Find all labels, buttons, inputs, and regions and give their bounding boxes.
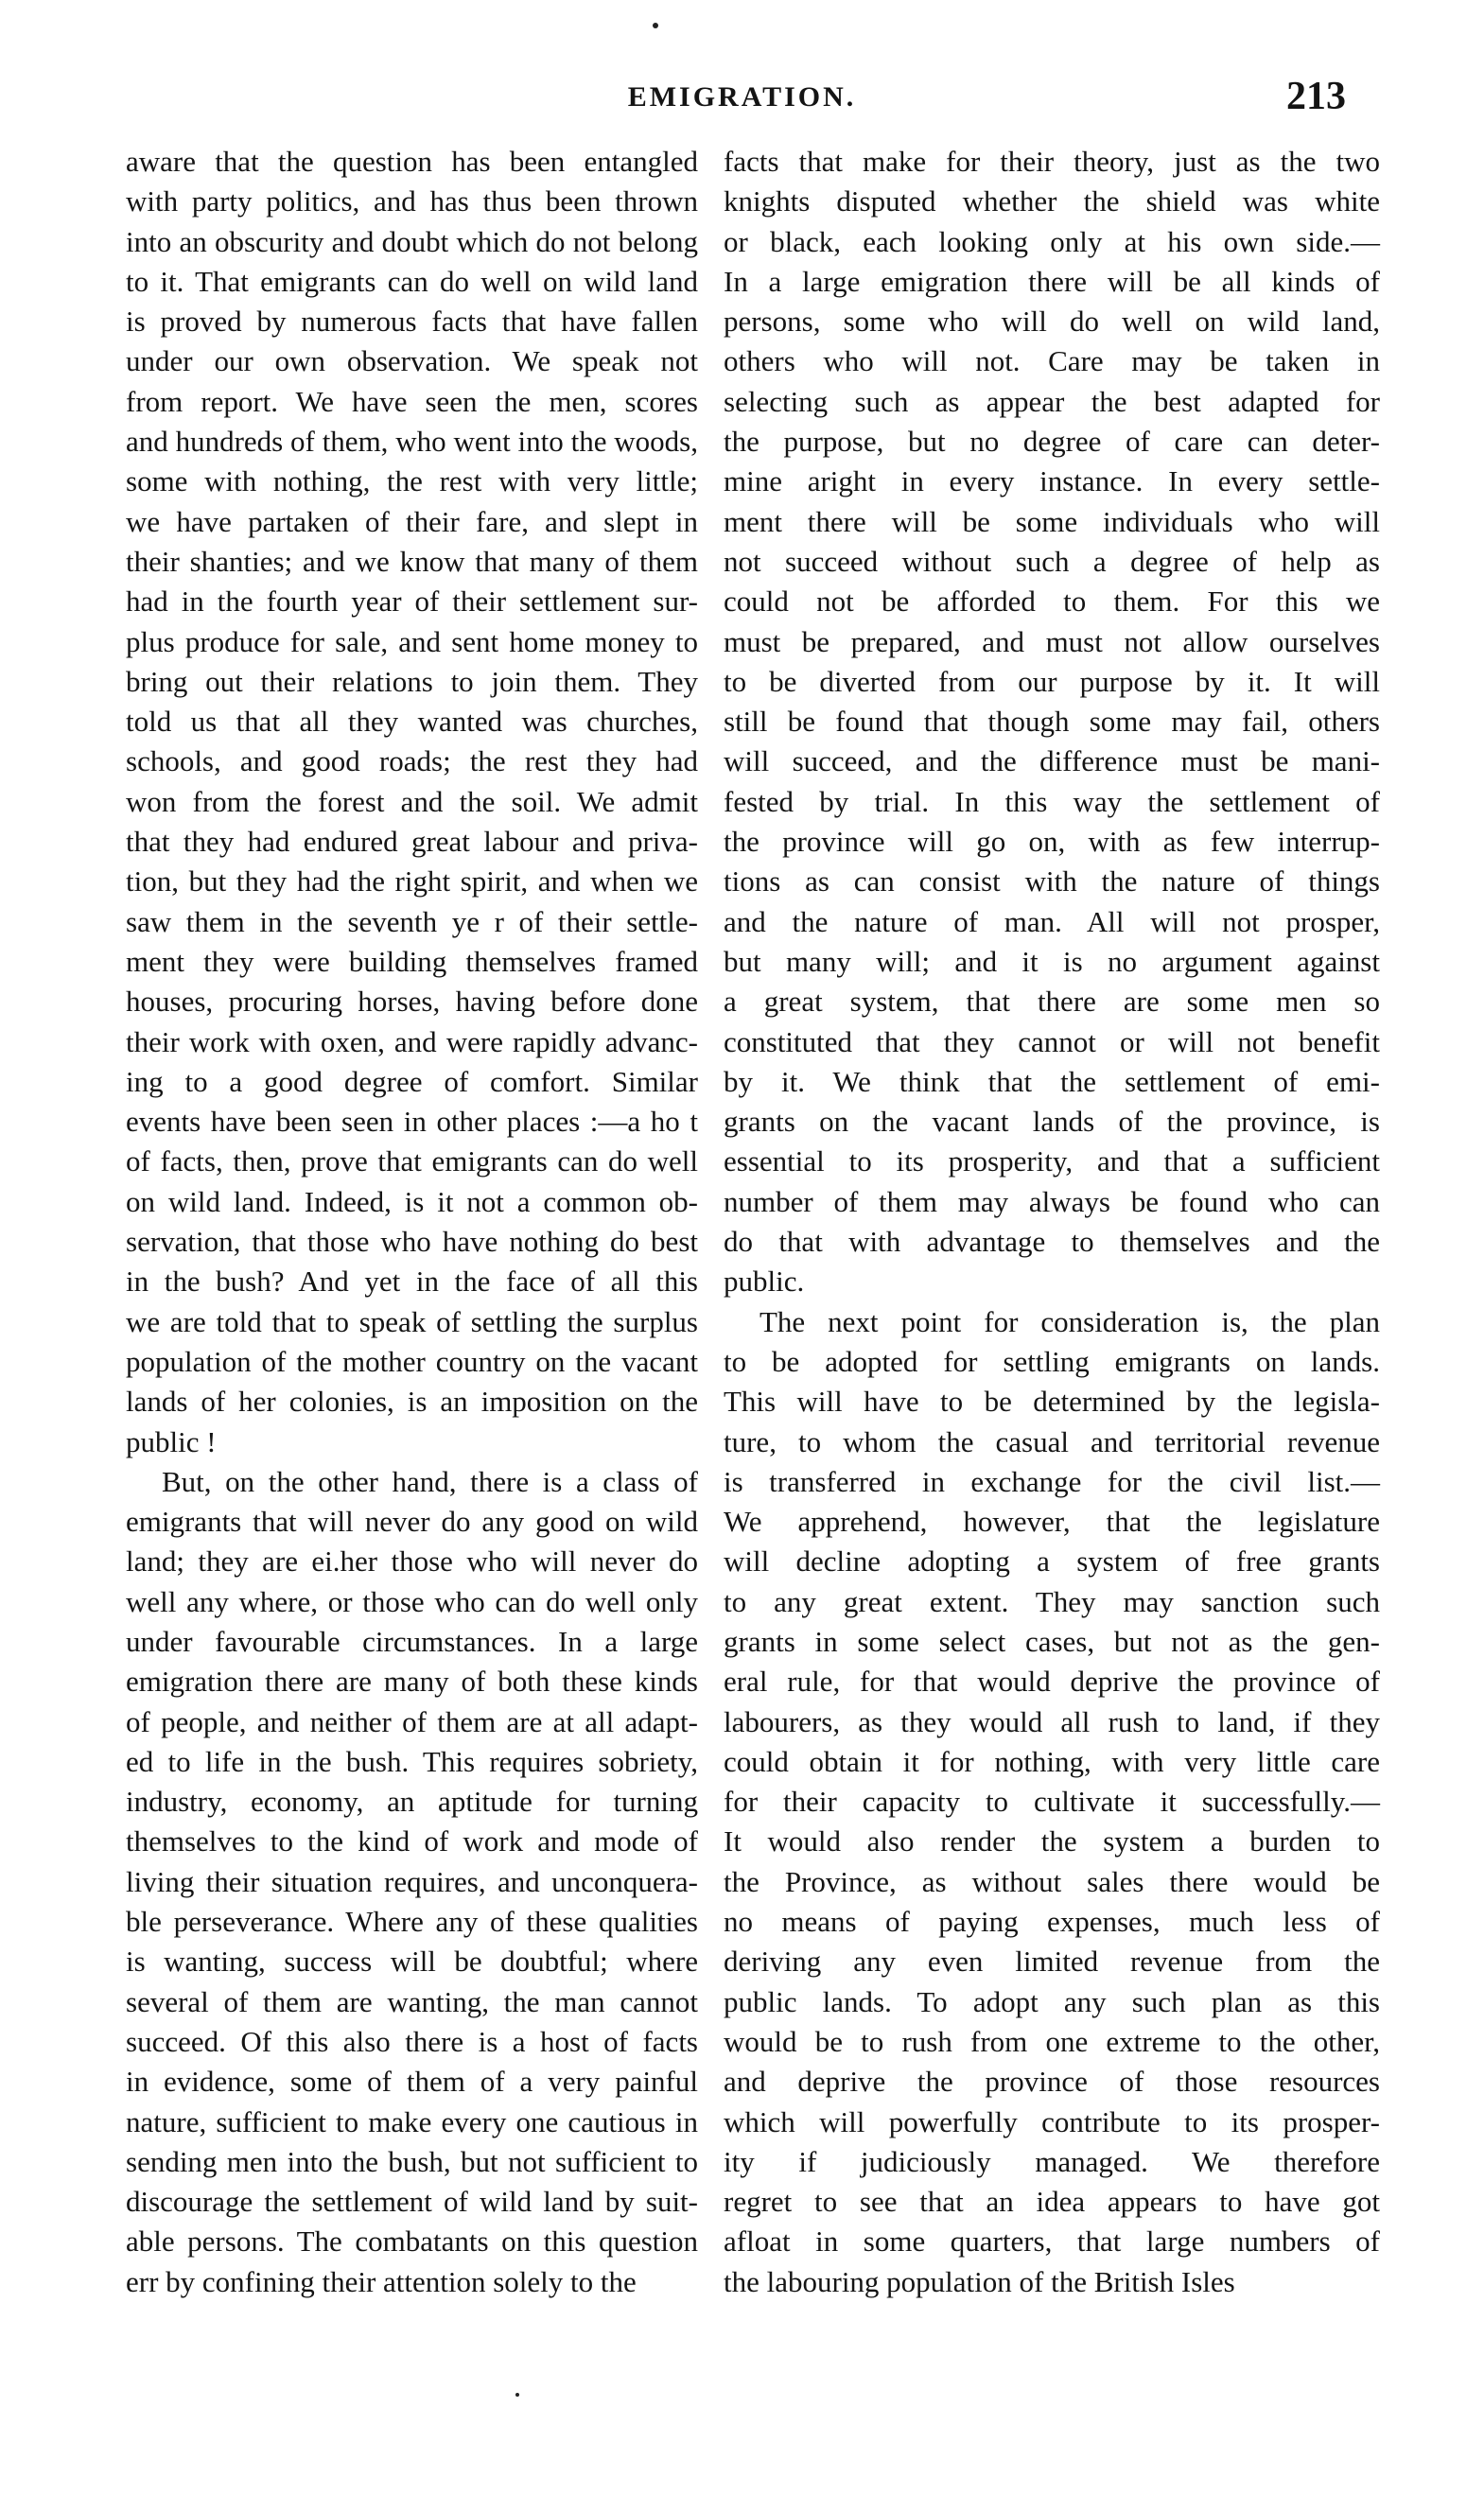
text-line: not succeed without such a degree of help as	[724, 544, 1380, 578]
text-line: ing to a good degree of comfort. Similar	[126, 1064, 698, 1098]
right-text-column	[724, 142, 1380, 2302]
text-line: ity if judiciously managed. We therefore	[724, 2144, 1380, 2178]
text-line: on wild land. Indeed, is it not a common ob-	[126, 1184, 698, 1218]
text-line: the Province, as without sales there would be	[724, 1864, 1380, 1898]
text-line: err by confining their attention solely to the	[126, 2264, 637, 2298]
text-line: told us that all they wanted was churches,	[126, 705, 698, 739]
text-line: won from the forest and the soil. We admit	[126, 784, 698, 818]
text-line: is transferred in exchange for the civil list.—	[724, 1464, 1380, 1498]
text-line: is proved by numerous facts that have fallen	[126, 305, 698, 339]
ink-speck-top	[653, 23, 658, 28]
text-line: sending men into the bush, but not sufficient to	[126, 2144, 698, 2178]
text-line: But, on the other hand, there is a class of	[162, 1464, 698, 1498]
text-line: bring out their relations to join them. They	[126, 664, 698, 698]
text-line: to any great extent. They may sanction such	[724, 1584, 1380, 1618]
text-line: and deprive the province of those resources	[724, 2065, 1380, 2099]
text-line: grants on the vacant lands of the province, is	[724, 1105, 1380, 1139]
text-line: This will have to be determined by the legisla-	[724, 1385, 1380, 1419]
left-text-column	[126, 142, 698, 2302]
text-line: must be prepared, and must not allow ourselves	[724, 624, 1380, 658]
text-line: ment there will be some individuals who will	[724, 504, 1380, 538]
text-line: public lands. To adopt any such plan as this	[724, 1984, 1380, 2018]
text-line: eral rule, for that would deprive the province of	[724, 1665, 1380, 1699]
text-line: several of them are wanting, the man cannot	[126, 1984, 698, 2018]
text-line: aware that the question has been entangled	[126, 145, 698, 178]
text-line: their work with oxen, and were rapidly advanc-	[126, 1024, 698, 1058]
text-line: themselves to the kind of work and mode of	[126, 1824, 698, 1858]
text-line: discourage the settlement of wild land by suit-	[126, 2185, 698, 2219]
text-line: In a large emigration there will be all kinds of	[724, 264, 1380, 298]
text-line: facts that make for their theory, just as the two	[724, 145, 1380, 178]
text-line: will succeed, and the difference must be mani-	[724, 744, 1380, 778]
text-line: with party politics, and has thus been thrown	[126, 184, 698, 218]
text-line: public.	[724, 1265, 805, 1299]
text-line: ture, to whom the casual and territorial revenue	[724, 1424, 1380, 1458]
text-line: well any where, or those who can do well only	[126, 1584, 698, 1618]
text-line: no means of paying expenses, much less of	[724, 1905, 1380, 1939]
text-line: of people, and neither of them are at all adapt-	[126, 1704, 698, 1738]
text-line: could not be afforded to them. For this we	[724, 584, 1380, 619]
ink-speck-bottom	[515, 2393, 519, 2397]
text-line: which will powerfully contribute to its prosper-	[724, 2104, 1380, 2138]
text-line: under our own observation. We speak not	[126, 344, 698, 378]
text-line: events have been seen in other places :—a ho t	[126, 1105, 698, 1139]
text-line: afloat in some quarters, that large numbers of	[724, 2225, 1380, 2259]
text-line: mine aright in every instance. In every settle-	[724, 464, 1380, 498]
text-line: or black, each looking only at his own side.—	[724, 224, 1380, 258]
text-line: that they had endured great labour and priva-	[126, 825, 698, 859]
text-line: regret to see that an idea appears to have got	[724, 2185, 1380, 2219]
text-line: had in the fourth year of their settlement sur-	[126, 584, 698, 619]
text-line: the province will go on, with as few interrup-	[724, 825, 1380, 859]
text-line: nature, sufficient to make every one cautious in	[126, 2104, 698, 2138]
text-line: ble perseverance. Where any of these qualities	[126, 1905, 698, 1939]
text-line: population of the mother country on the vacant	[126, 1344, 698, 1378]
text-line: the purpose, but no degree of care can deter-	[724, 425, 1380, 459]
text-line: ment they were building themselves framed	[126, 944, 698, 978]
text-line: but many will; and it is no argument against	[724, 944, 1380, 978]
text-line: public !	[126, 1424, 217, 1458]
text-line: tions as can consist with the nature of things	[724, 864, 1380, 899]
text-line: It would also render the system a burden to	[724, 1824, 1380, 1858]
text-line: to be adopted for settling emigrants on lands.	[724, 1344, 1380, 1378]
text-line: for their capacity to cultivate it successfully.—	[724, 1785, 1380, 1819]
text-line: servation, that those who have nothing do best	[126, 1225, 698, 1259]
text-line: by it. We think that the settlement of emi-	[724, 1064, 1380, 1098]
page-number: 213	[1286, 75, 1346, 118]
text-line: industry, economy, an aptitude for turning	[126, 1785, 698, 1819]
text-line: succeed. Of this also there is a host of facts	[126, 2024, 698, 2058]
text-line: to be diverted from our purpose by it. It will	[724, 664, 1380, 698]
text-line: into an obscurity and doubt which do not belong	[126, 224, 698, 258]
text-line: in the bush? And yet in the face of all this	[126, 1265, 698, 1299]
text-line: and hundreds of them, who went into the woods,	[126, 425, 698, 459]
text-line: the labouring population of the British Isles	[724, 2264, 1235, 2298]
text-line: from report. We have seen the men, scores	[126, 384, 698, 418]
text-line: number of them may always be found who can	[724, 1184, 1380, 1218]
text-line: still be found that though some may fail, others	[724, 705, 1380, 739]
text-line: able persons. The combatants on this question	[126, 2225, 698, 2259]
text-line: selecting such as appear the best adapted for	[724, 384, 1380, 418]
text-line: constituted that they cannot or will not benefit	[724, 1024, 1380, 1058]
text-line: essential to its prosperity, and that a sufficient	[724, 1144, 1380, 1178]
text-line: of facts, then, prove that emigrants can do well	[126, 1144, 698, 1178]
text-line: saw them in the seventh ye r of their settle-	[126, 904, 698, 938]
text-line: ed to life in the bush. This requires sobriety,	[126, 1744, 698, 1778]
text-line: grants in some select cases, but not as the gen-	[724, 1624, 1380, 1658]
text-line: to it. That emigrants can do well on wild land	[126, 264, 698, 298]
text-line: do that with advantage to themselves and the	[724, 1225, 1380, 1259]
text-line: in evidence, some of them of a very painful	[126, 2065, 698, 2099]
text-line: labourers, as they would all rush to land, if they	[724, 1704, 1380, 1738]
text-line: emigrants that will never do any good on wild	[126, 1505, 698, 1539]
text-line: living their situation requires, and unconquera-	[126, 1864, 698, 1898]
text-line: fested by trial. In this way the settlement of	[724, 784, 1380, 818]
text-line: The next point for consideration is, the plan	[759, 1304, 1380, 1338]
text-line: and the nature of man. All will not prosper,	[724, 904, 1380, 938]
text-line: others who will not. Care may be taken in	[724, 344, 1380, 378]
text-line: would be to rush from one extreme to the other,	[724, 2024, 1380, 2058]
text-line: persons, some who will do well on wild land,	[724, 305, 1380, 339]
text-line: We apprehend, however, that the legislature	[724, 1505, 1380, 1539]
text-line: will decline adopting a system of free grants	[724, 1544, 1380, 1579]
text-line: schools, and good roads; the rest they had	[126, 744, 698, 778]
text-line: lands of her colonies, is an imposition on the	[126, 1385, 698, 1419]
text-line: we are told that to speak of settling the surplus	[126, 1304, 698, 1338]
text-line: houses, procuring horses, having before done	[126, 985, 698, 1019]
text-line: deriving any even limited revenue from the	[724, 1945, 1380, 1979]
text-line: a great system, that there are some men so	[724, 985, 1380, 1019]
text-line: some with nothing, the rest with very little;	[126, 464, 698, 498]
text-line: emigration there are many of both these kinds	[126, 1665, 698, 1699]
running-title: EMIGRATION.	[627, 81, 857, 113]
text-line: we have partaken of their fare, and slept in	[126, 504, 698, 538]
text-line: could obtain it for nothing, with very little care	[724, 1744, 1380, 1778]
text-line: is wanting, success will be doubtful; where	[126, 1945, 698, 1979]
text-line: under favourable circumstances. In a large	[126, 1624, 698, 1658]
text-line: their shanties; and we know that many of them	[126, 544, 698, 578]
text-line: tion, but they had the right spirit, and when we	[126, 864, 698, 899]
text-line: knights disputed whether the shield was white	[724, 184, 1380, 218]
text-line: plus produce for sale, and sent home money to	[126, 624, 698, 658]
text-line: land; they are ei.her those who will never do	[126, 1544, 698, 1579]
